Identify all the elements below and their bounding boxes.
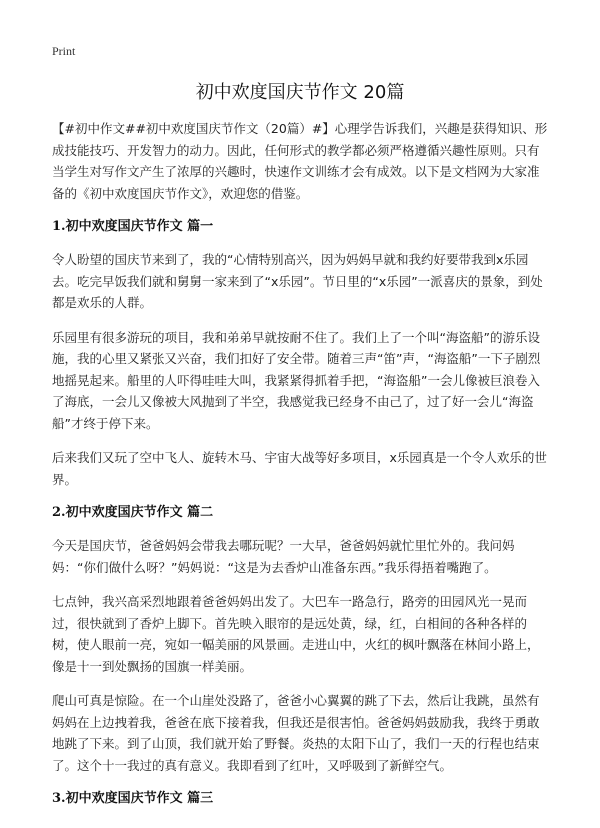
- intro-paragraph: 【#初中作文##初中欢度国庆节作文（20篇）#】心理学告诉我们，兴趣是获得知识、形成技能技巧、开发智力的动力。因此，任何形式的教学都必须严格遵循兴趣性原则。只有当学生对写作文产生了浓厚的兴趣时，快速作文训练才会有成效。以下是文档网为大家准备的《初中欢度国庆节作文》，欢迎您的借鉴。: [52, 121, 548, 201]
- section-heading: 1.初中欢度国庆节作文 篇一: [52, 219, 214, 234]
- paragraph: 今天是国庆节，爸爸妈妈会带我去哪玩呢？一大早，爸爸妈妈就忙里忙外的。我问妈妈：“你们做什么呀？”妈妈说：“这是为去香炉山准备东西。”我乐得捂着嘴跑了。: [52, 538, 515, 575]
- section-heading: 3.初中欢度国庆节作文 篇三: [52, 791, 214, 806]
- paragraph: 乐园里有很多游玩的项目，我和弟弟早就按耐不住了。我们上了一个叫“海盗船”的游乐设施，我的心里又紧张又兴奋，我们扣好了安全带。随着三声“笛”声，“海盗船”一下子剧烈地摇晃起来。船里的人吓得哇哇大叫，我紧紧得抓着手把，“海盗船”一会儿像被巨浪卷入了海底，一会儿又像被大风抛到了半空，我感觉我已经身不由己了，过了好一会儿“海盗船”才终于停下来。: [52, 329, 541, 431]
- section-heading: 2.初中欢度国庆节作文 篇二: [52, 505, 214, 520]
- document-title: 初中欢度国庆节作文 20篇: [195, 82, 405, 103]
- essay-section-2: [52, 503, 548, 776]
- essay-section-1: [52, 217, 548, 490]
- paragraph: 爬山可真是惊险。在一个山崖处没路了，爸爸小心翼翼的跳了下去，然后让我跳，虽然有妈妈在上边拽着我，爸爸在底下接着我，但我还是很害怕。爸爸妈妈鼓励我，我终于勇敢地跳了下来。到了山顶，我们就开始了野餐。炎热的太阳下山了，我们一天的行程也结束了。这个十一我过的真有意义。我即看到了红叶，又呼吸到了新鲜空气。: [52, 693, 540, 773]
- paragraph: 七点钟，我兴高采烈地跟着爸爸妈妈出发了。大巴车一路急行，路旁的田园风光一晃而过，很快就到了香炉上脚下。首先映入眼帘的是远处黄，绿，红，白相间的各种各样的树，使人眼前一亮，宛如一幅美丽的风景画。走进山中，火红的枫叶飘落在林间小路上，像是十一到处飘扬的国旗一样美丽。: [52, 594, 540, 674]
- paragraph: 令人盼望的国庆节来到了，我的“心情特别高兴，因为妈妈早就和我约好要带我到x乐园去。吃完早饭我们就和舅舅一家来到了“x乐园”。节日里的“x乐园”一派喜庆的景象，到处都是欢乐的人群。: [52, 252, 543, 310]
- print-link[interactable]: Print: [52, 44, 76, 58]
- document-body: [52, 118, 548, 821]
- paragraph: 后来我们又玩了空中飞人、旋转木马、宇宙大战等好多项目，x乐园真是一个令人欢乐的世界。: [52, 450, 547, 487]
- essay-section-3: [52, 789, 548, 809]
